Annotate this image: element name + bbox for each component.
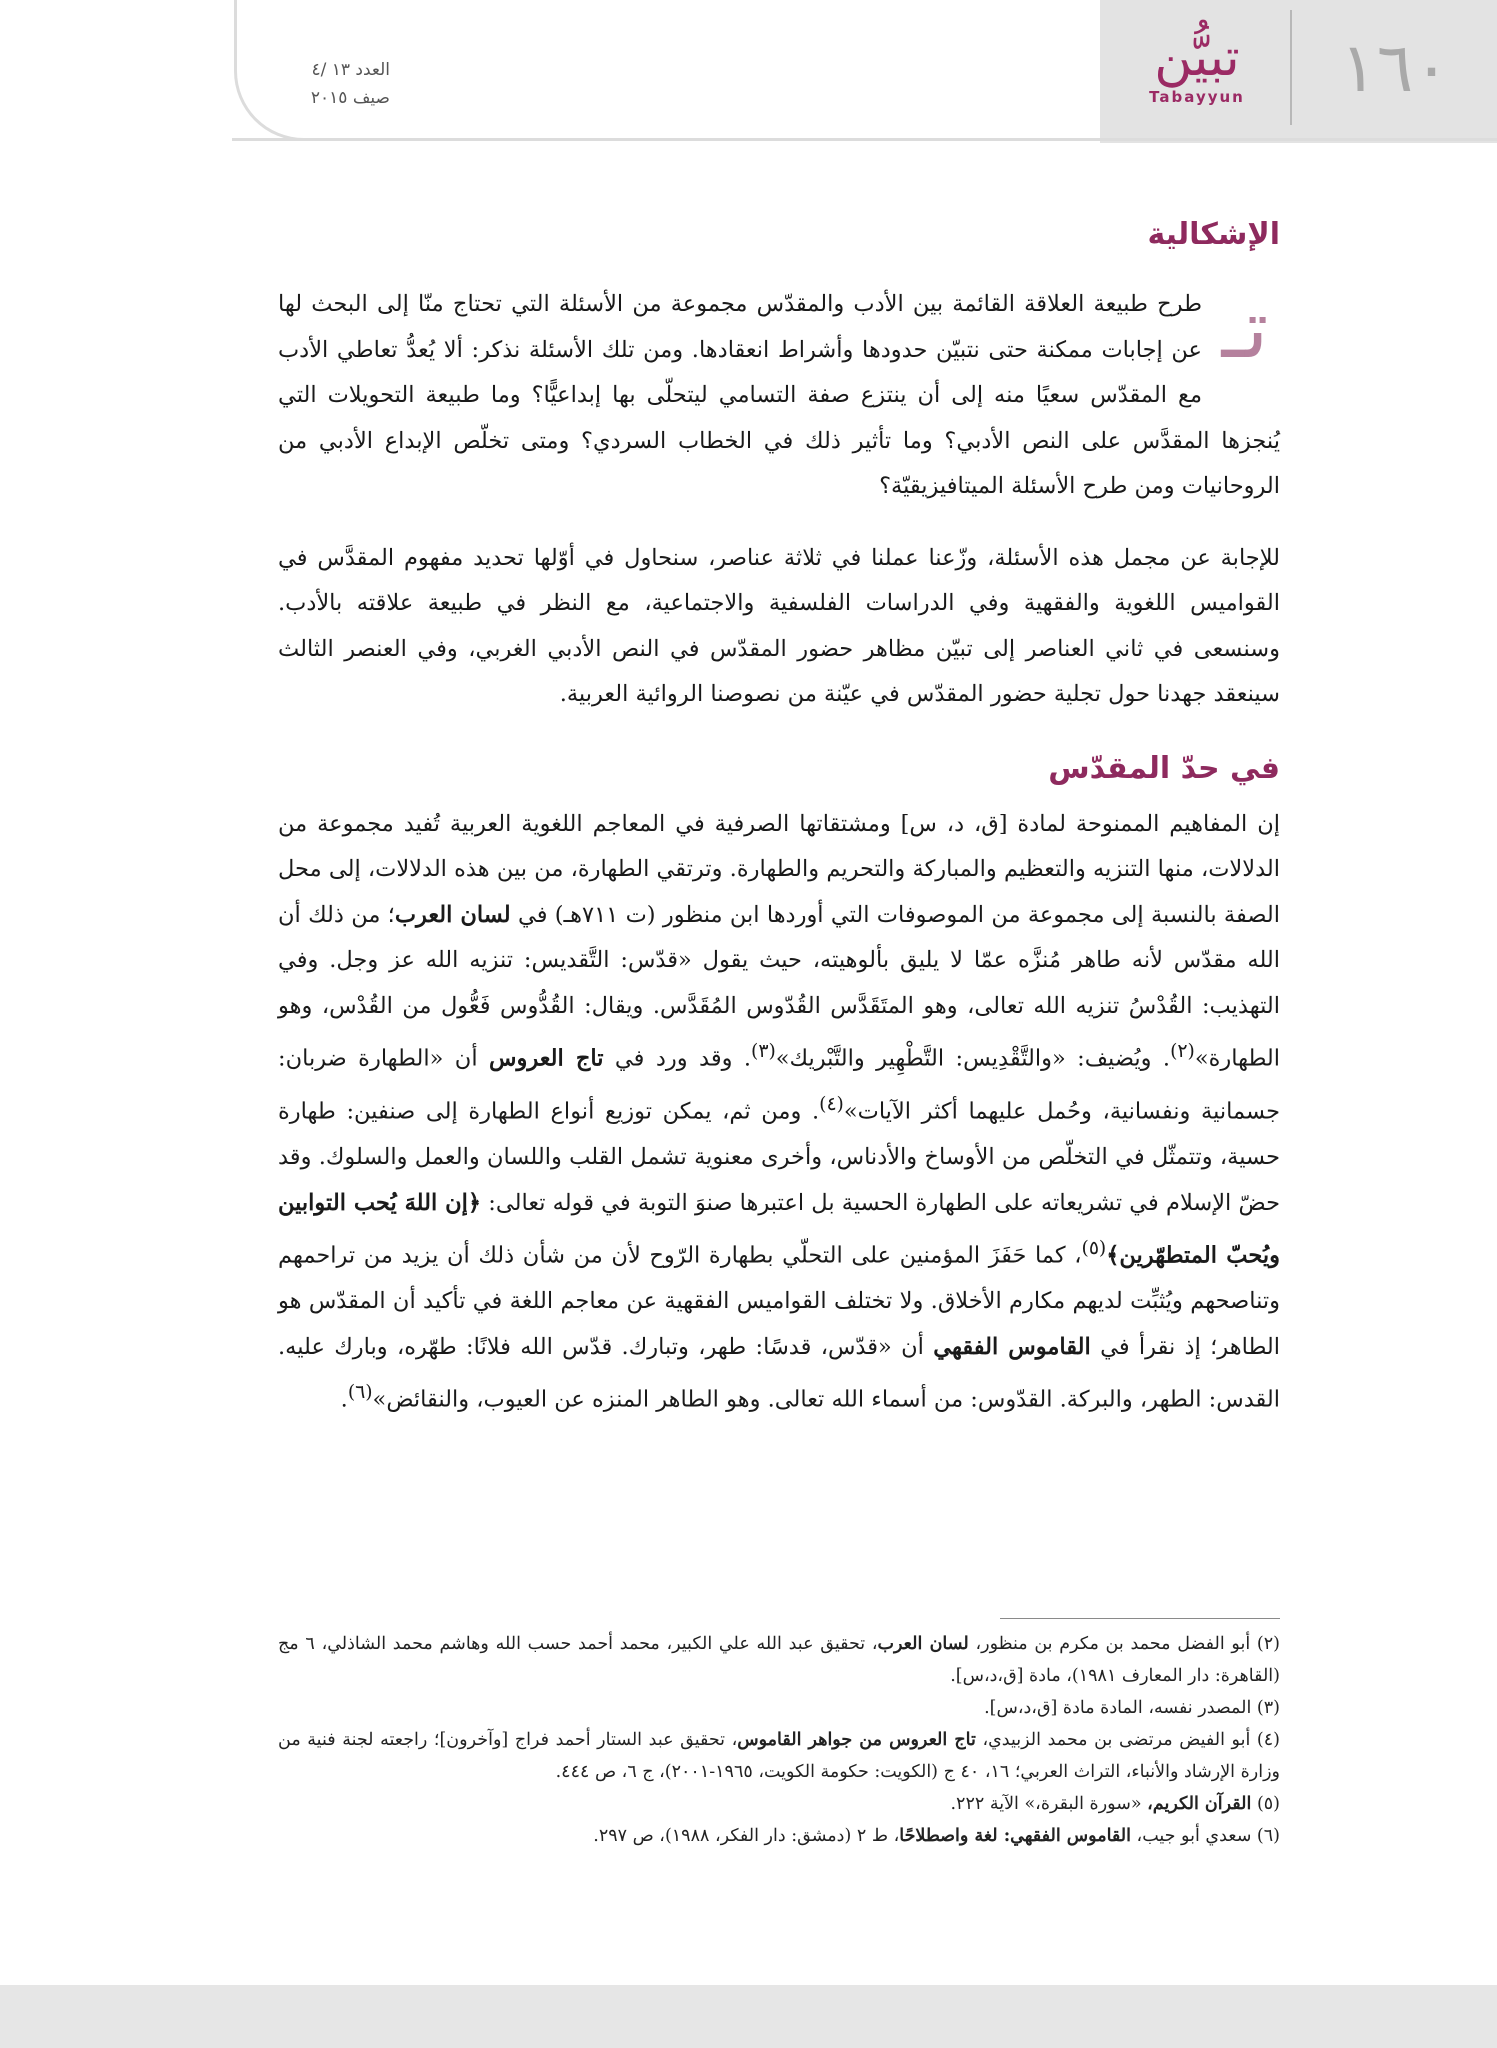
- issue-line: العدد ١٣ /٤: [311, 60, 390, 80]
- footnote-2-text-a: (٢) أبو الفضل محمد بن مكرم بن منظور،: [975, 1634, 1280, 1654]
- footnote-6-title: القاموس الفقهي: لغة واصطلاحًا: [899, 1826, 1131, 1846]
- source-taj-al-arus: تاج العروس: [489, 1045, 604, 1072]
- issue-info: [270, 56, 390, 112]
- footnote-6: [278, 1820, 1280, 1852]
- footnote-4: [278, 1724, 1280, 1788]
- footnote-ref-3[interactable]: (٣): [751, 1041, 776, 1062]
- footnote-5-title: القرآن الكريم،: [1147, 1794, 1252, 1814]
- definition-text-d: . وقد ورد في: [614, 1045, 752, 1072]
- season-line: صيف ٢٠١٥: [310, 88, 390, 108]
- section-title-definition: في حدّ المقدّس: [1048, 750, 1280, 786]
- definition-text-e: أن «الطهارة ضربان: جسمانية ونفسانية، وحُمل عليهما أكثر الآيات»: [278, 1045, 1280, 1125]
- footnote-ref-6[interactable]: (٦): [347, 1382, 373, 1403]
- page-number: ١٦٠: [1340, 28, 1450, 108]
- intro-paragraph: طرح طبيعة العلاقة القائمة بين الأدب والمقدّس مجموعة من الأسئلة التي تحتاج منّا إلى البحث لها عن إجابات ممكنة حتى نتبيّن حدودها وأشراط انعقادها. ومن تلك الأسئلة نذكر: ألا يُعدُّ تعاطي الأدب مع المقدّس سعيًا منه إلى أن ينتزع صفة التسامي ليتحلّى بها إبداعيًّا؟ وما طبيعة التحويلات التي يُنجزها المقدَّس على النص الأدبي؟ وما تأثير ذلك في الخطاب السردي؟ ومتى تخلّص الإبداع الأدبي من الروحانيات ومن طرح الأسئلة الميتافيزيقيّة؟: [278, 291, 1280, 499]
- logo-latin: Tabayyun: [1149, 88, 1245, 106]
- footnote-ref-5[interactable]: (٥): [1081, 1238, 1107, 1259]
- source-lisan-al-arab: لسان العرب: [394, 901, 511, 928]
- footnote-6-text-b: ، ط ٢ (دمشق: دار الفكر، ١٩٨٨)، ص ٢٩٧.: [593, 1826, 900, 1846]
- definition-text-h: أن «قدّس، قدسًا: طهر، وتبارك. قدّس الله فلانًا: طهّره، وبارك عليه. القدس: الطهر، والبركة. القدّوس: من أسماء الله تعالى. وهو الطاهر المنزه عن العيوب، والنقائض»: [278, 1333, 1280, 1413]
- plan-paragraph: للإجابة عن مجمل هذه الأسئلة، وزّعنا عملنا في ثلاثة عناصر، سنحاول في أوّلها تحديد مفهوم المقدَّس في القواميس اللغوية والفقهية وفي الدراسات الفلسفية والاجتماعية، مع النظر في طبيعة علاقته بالأدب. وسنسعى في ثاني العناصر إلى تبيّن مظاهر حضور المقدّس في النص الأدبي الغربي، وفي العنصر الثالث سينعقد جهدنا حول تجلية حضور المقدّس في عيّنة من نصوصنا الروائية العربية.: [278, 544, 1280, 707]
- footnote-ref-2[interactable]: (٢): [1170, 1041, 1195, 1062]
- definition-text-b: ؛ من ذلك أن الله مقدّس لأنه طاهر مُنزَّه عمّا لا يليق بألوهيته، حيث يقول «قدّس: التَّقديس: تنزيه الله عز وجل. وفي التهذيب: القُدْسُ تنزيه الله تعالى، وهو المتَقَدَّس القُدّوس المُقَدَّس. ويقال: القُدُّوس فَعُّول من القُدْس، وهو الطهارة»: [278, 901, 1281, 1072]
- header-divider: [1290, 10, 1292, 125]
- footnote-6-text-a: (٦) سعدي أبو جيب،: [1136, 1826, 1280, 1846]
- section-title-problematic: الإشكالية: [1147, 217, 1280, 252]
- logo-arabic: تبيُّن: [1154, 28, 1240, 88]
- footnote-4-text-a: (٤) أبو الفيض مرتضى بن محمد الزبيدي،: [982, 1730, 1280, 1750]
- footnote-4-title: تاج العروس من جواهر القاموس: [737, 1730, 976, 1750]
- footnote-4-text-b: ، تحقيق عبد الستار أحمد فراج [وآخرون]؛ راجعته لجنة فنية من وزارة الإرشاد والأنباء، التراث العربي؛ ١٦، ٤٠ ج (الكويت: حكومة الكويت، ١٩٦٥-٢٠٠١)، ج ٦، ص ٤٤٤.: [278, 1730, 1280, 1782]
- bottom-band: [0, 1985, 1497, 2048]
- definition-text-f: . ومن ثم، يمكن توزيع أنواع الطهارة إلى صنفين: طهارة حسية، وتتمثّل في التخلّص من الأوساخ والأدناس، وأخرى معنوية تشمل القلب واللسان والعمل والسلوك. وقد حضّ الإسلام في تشريعاته على الطهارة الحسية بل اعتبرها صنوَ التوبة في قوله تعالى:: [278, 1098, 1280, 1216]
- footnote-separator: [1000, 1618, 1280, 1619]
- footnote-2-title: لسان العرب: [877, 1634, 969, 1654]
- footnote-5-text-b: «سورة البقرة،» الآية ٢٢٢.: [950, 1794, 1142, 1814]
- footnote-2: [278, 1628, 1280, 1692]
- footnote-5: [278, 1788, 1280, 1820]
- dropcap-ornament: تـ: [1221, 282, 1269, 377]
- footnote-3: (٣) المصدر نفسه، المادة مادة [ق،د،س].: [984, 1698, 1280, 1718]
- intro-paragraph-wrap: [278, 282, 1280, 510]
- footnotes: [278, 1628, 1280, 1852]
- header-rule: [232, 138, 1497, 141]
- definition-text-g: ، كما حَفَزَ المؤمنين على التحلّي بطهارة الرّوح لأن من شأن ذلك أن يزيد من تراحمهم وتناصحهم ويُثبِّت لديهم مكارم الأخلاق. ولا تختلف القواميس الفقهية عن معاجم اللغة في تأكيد أن المقدّس هو الطاهر؛ إذ نقرأ في: [278, 1242, 1281, 1360]
- footnote-ref-4[interactable]: (٤): [819, 1094, 844, 1115]
- footnote-2-text-b: ، تحقيق عبد الله علي الكبير، محمد أحمد حسب الله وهاشم محمد الشاذلي، ٦ مج (القاهرة: دار المعارف ١٩٨١)، مادة [ق،د،س].: [278, 1634, 1280, 1686]
- definition-text-c: . ويُضيف: «والتَّقْدِيس: التَّطْهِير والتَّبْريك»: [775, 1045, 1171, 1072]
- journal-logo: [1122, 28, 1272, 128]
- source-qamus-fiqhi: القاموس الفقهي: [933, 1333, 1091, 1360]
- footnote-5-text-a: (٥): [1256, 1794, 1280, 1814]
- definition-paragraph: [278, 802, 1280, 1424]
- article-body: [278, 210, 1280, 1423]
- definition-text-i: .: [340, 1386, 348, 1413]
- definition-text-a: إن المفاهيم الممنوحة لمادة [ق، د، س] ومشتقاتها الصرفية في المعاجم اللغوية العربية تُفيد مجموعة من الدلالات، منها التنزيه والتعظيم والمباركة والتحريم والطهارة. وترتقي الطهارة، من بين هذه الدلالات، إلى محل الصفة بالنسبة إلى مجموعة من الموصوفات التي أوردها ابن منظور (ت ٧١١هـ) في: [278, 810, 1280, 928]
- quran-verse: ﴿إن اللهَ يُحب التوابين ويُحبّ المتطهّرين﴾: [278, 1189, 1280, 1269]
